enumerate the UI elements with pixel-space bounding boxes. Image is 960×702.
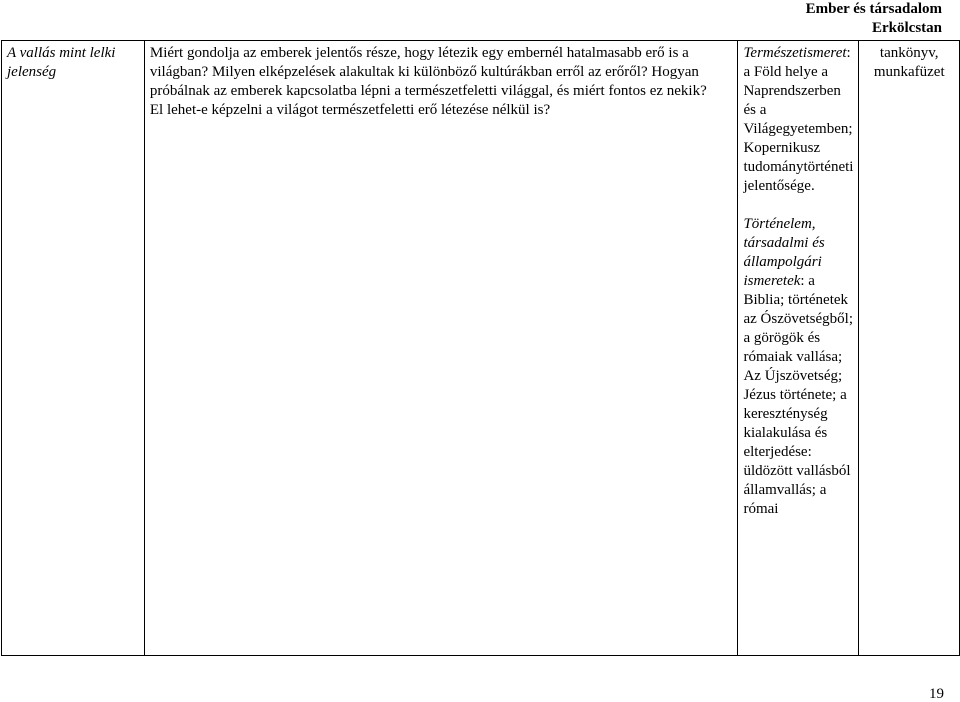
resources-text: tankönyv, munkafüzet <box>873 45 945 80</box>
question-paragraph: Miért gondolja az emberek jelentős része, hogy létezik egy embernél hatalmasabb erő is a világban? Milyen elképzelések alakultak ki különböző kultúrákban erről az erőről? Hogyan próbálnak az emberek kapcsolatba lépni a természetfeletti világgal, és miért fontos ez nekik? <box>149 45 707 99</box>
page-header <box>742 0 942 38</box>
connection-subject: Történelem, társadalmi és állampolgári ismeretek <box>743 216 825 289</box>
curriculum-table <box>1 40 960 656</box>
header-title: Ember és társadalom <box>805 1 942 17</box>
header-subject: Erkölcstan <box>871 20 942 36</box>
spacer <box>743 196 853 215</box>
resources-cell <box>859 41 960 656</box>
connection-text: : a Föld helye a Naprendszerben és a Világegyetemben; Kopernikusz tudománytörténeti jelentősége. <box>743 45 854 194</box>
connection-subject: Természetismeret <box>743 45 847 61</box>
topic-text: A vallás mint lelki jelenség <box>7 45 116 80</box>
question-paragraph: El lehet-e képzelni a világot természetfeletti erő létezése nélkül is? <box>149 102 551 118</box>
connection-item <box>743 44 853 196</box>
connection-item <box>743 215 853 519</box>
table-row <box>2 41 960 656</box>
topic-cell <box>2 41 145 656</box>
connection-text: : a Biblia; történetek az Ószövetségből; a görögök és rómaiak vallása; Az Újszövetség; Jézus története; a kereszténység kialakulása és elterjedése: üldözött vallásból államvallás; a római <box>743 273 854 517</box>
page-number: 19 <box>929 686 944 702</box>
questions-cell <box>144 41 738 656</box>
connections-cell <box>738 41 859 656</box>
